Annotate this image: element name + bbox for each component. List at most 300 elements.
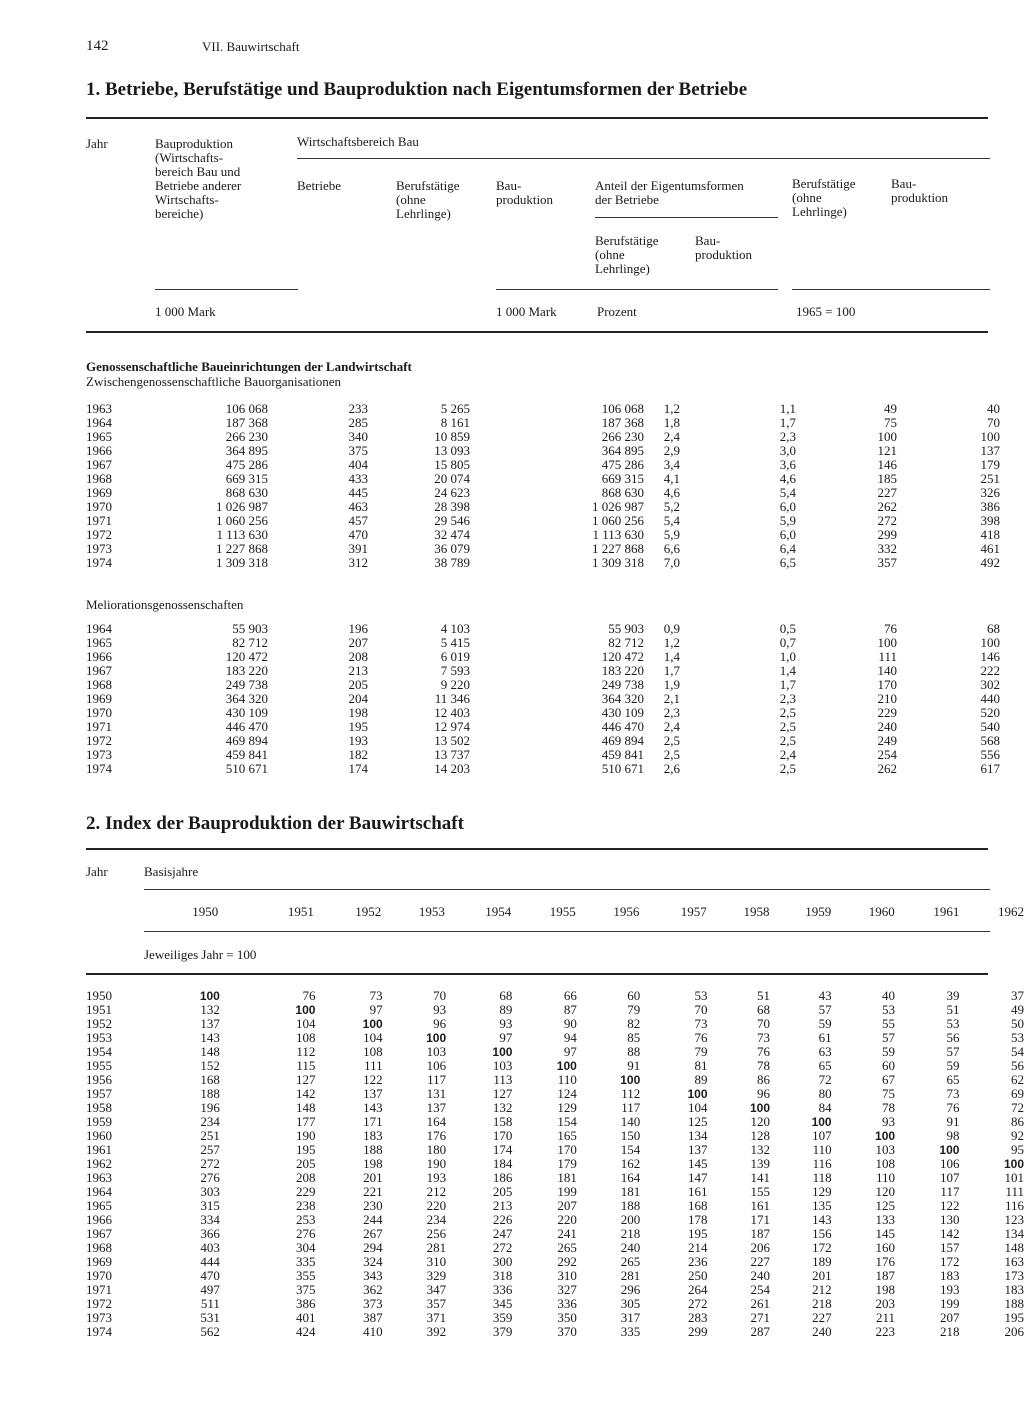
cell-value: 161 [750, 1198, 771, 1213]
cell-value: 116 [1004, 1198, 1024, 1213]
base-year-header: 1962 [998, 904, 1024, 919]
table-row [86, 556, 1000, 570]
cell-value: 6,5 [779, 555, 796, 570]
cell-value: 59 [882, 1044, 896, 1059]
cell-value: 5 415 [440, 635, 470, 650]
cell-value: 112 [621, 1086, 641, 1101]
row-year: 1968 [86, 677, 112, 692]
cell-value: 143 [363, 1100, 383, 1115]
cell-value: 213 [492, 1198, 513, 1213]
group-wirtschaftsbereich: Wirtschaftsbereich Bau [297, 134, 419, 149]
cell-value: 198 [875, 1282, 896, 1297]
cell-value: 120 472 [225, 649, 268, 664]
table-row [86, 706, 1000, 720]
cell-value: 3,6 [779, 457, 796, 472]
cell-value: 140 [620, 1114, 641, 1129]
cell-value: 276 [200, 1170, 220, 1185]
cell-value: 1 309 318 [592, 555, 644, 570]
cell-value: 267 [363, 1226, 383, 1241]
cell-value: 195 [295, 1142, 316, 1157]
cell-value: 247 [492, 1226, 513, 1241]
cell-value: 364 320 [601, 691, 644, 706]
cell-value: 29 546 [434, 513, 470, 528]
cell-value: 113 [493, 1072, 513, 1087]
row-year: 1959 [86, 1114, 112, 1129]
cell-value: 222 [980, 663, 1000, 678]
cell-value: 170 [877, 677, 897, 692]
cell-value: 223 [875, 1324, 896, 1339]
cell-value: 129 [812, 1184, 832, 1199]
cell-value: 249 738 [225, 677, 268, 692]
cell-value: 10 859 [434, 429, 470, 444]
cell-value: 100 [1003, 1157, 1024, 1171]
table-row [86, 1031, 1024, 1045]
cell-value: 1 309 318 [216, 555, 268, 570]
cell-value: 457 [348, 513, 368, 528]
cell-value: 470 [348, 527, 368, 542]
cell-value: 53 [694, 988, 708, 1003]
cell-value: 266 230 [225, 429, 268, 444]
cell-value: 213 [348, 663, 368, 678]
cell-value: 276 [295, 1226, 316, 1241]
cell-value: 94 [563, 1030, 577, 1045]
cell-value: 59 [946, 1058, 960, 1073]
table-row [86, 1157, 1024, 1171]
cell-value: 24 623 [434, 485, 470, 500]
cell-value: 1 227 868 [592, 541, 644, 556]
cell-value: 1 227 868 [216, 541, 268, 556]
cell-value: 9 220 [440, 677, 470, 692]
cell-value: 104 [688, 1100, 708, 1115]
cell-value: 70 [433, 988, 447, 1003]
cell-value: 49 [1011, 1002, 1024, 1017]
cell-value: 264 [688, 1282, 708, 1297]
cell-value: 6,4 [779, 541, 796, 556]
cell-value: 132 [492, 1100, 513, 1115]
cell-value: 445 [348, 485, 368, 500]
cell-value: 100 [556, 1059, 577, 1073]
cell-value: 475 286 [601, 457, 644, 472]
cell-value: 76 [302, 988, 316, 1003]
table-row [86, 664, 1000, 678]
cell-value: 95 [1011, 1142, 1024, 1157]
cell-value: 266 230 [601, 429, 644, 444]
row-year: 1967 [86, 457, 112, 472]
cell-value: 124 [557, 1086, 577, 1101]
cell-value: 283 [688, 1310, 708, 1325]
cell-value: 250 [688, 1268, 708, 1283]
cell-value: 336 [492, 1282, 513, 1297]
cell-value: 97 [563, 1044, 577, 1059]
row-year: 1969 [86, 691, 112, 706]
cell-value: 92 [1011, 1128, 1024, 1143]
cell-value: 305 [620, 1296, 641, 1311]
cell-value: 193 [348, 733, 368, 748]
cell-value: 418 [980, 527, 1000, 542]
cell-value: 125 [875, 1198, 896, 1213]
cell-value: 1,7 [779, 415, 796, 430]
cell-value: 2,3 [779, 691, 796, 706]
cell-value: 118 [812, 1170, 832, 1185]
cell-value: 357 [426, 1296, 447, 1311]
cell-value: 183 [363, 1128, 383, 1143]
table-row [86, 734, 1000, 748]
base-year-header: 1952 [355, 904, 382, 919]
cell-value: 332 [877, 541, 897, 556]
cell-value: 176 [875, 1254, 896, 1269]
cell-value: 108 [295, 1030, 316, 1045]
cell-value: 272 [492, 1240, 513, 1255]
row-year: 1974 [86, 555, 112, 570]
cell-value: 205 [295, 1156, 316, 1171]
base-year-header: 1960 [868, 904, 895, 919]
table1-title: 1. Betriebe, Berufstätige und Bauproduktion nach Eigentumsformen der Betriebe [86, 79, 748, 100]
cell-value: 230 [363, 1198, 383, 1213]
cell-value: 184 [492, 1156, 513, 1171]
cell-value: 373 [363, 1296, 383, 1311]
base-year-header: 1956 [613, 904, 640, 919]
row-year: 1968 [86, 1240, 112, 1255]
cell-value: 51 [757, 988, 771, 1003]
cell-value: 100 [875, 1129, 896, 1143]
cell-value: 142 [939, 1226, 960, 1241]
cell-value: 146 [980, 649, 1000, 664]
cell-value: 187 [750, 1226, 771, 1241]
row-year: 1968 [86, 471, 112, 486]
cell-value: 6,0 [779, 527, 796, 542]
cell-value: 2,5 [779, 719, 796, 734]
cell-value: 100 [877, 635, 897, 650]
table2-title: 2. Index der Bauproduktion der Bauwirtschaft [86, 813, 464, 834]
cell-value: 78 [882, 1100, 896, 1115]
cell-value: 163 [1004, 1254, 1024, 1269]
cell-value: 162 [620, 1156, 641, 1171]
cell-value: 1,7 [663, 663, 680, 678]
cell-value: 350 [557, 1310, 577, 1325]
table-row [86, 636, 1000, 650]
cell-value: 135 [812, 1198, 832, 1213]
cell-value: 5,9 [779, 513, 796, 528]
cell-value: 4,1 [663, 471, 680, 486]
unit-1000-mark: 1 000 Mark [155, 304, 216, 319]
row-year: 1950 [86, 988, 112, 1003]
cell-value: 1,9 [663, 677, 680, 692]
cell-value: 14 203 [434, 761, 470, 776]
cell-value: 112 [296, 1044, 316, 1059]
cell-value: 84 [818, 1100, 832, 1115]
col-bauproduktion: Bauproduktion (Wirtschafts- bereich Bau und Betriebe anderer Wirtschafts- bereiche) [155, 136, 242, 221]
cell-value: 154 [620, 1142, 641, 1157]
cell-value: 116 [812, 1156, 832, 1171]
base-years-header [86, 905, 1024, 919]
cell-value: 281 [620, 1268, 641, 1283]
cell-value: 240 [812, 1324, 832, 1339]
cell-value: 1,2 [663, 635, 680, 650]
cell-value: 172 [939, 1254, 960, 1269]
cell-value: 206 [1004, 1324, 1024, 1339]
cell-value: 201 [812, 1268, 832, 1283]
cell-value: 226 [492, 1212, 513, 1227]
cell-value: 303 [200, 1184, 220, 1199]
cell-value: 540 [980, 719, 1000, 734]
cell-value: 140 [877, 663, 897, 678]
cell-value: 152 [200, 1058, 220, 1073]
cell-value: 82 712 [608, 635, 644, 650]
cell-value: 391 [348, 541, 368, 556]
cell-value: 229 [295, 1184, 316, 1199]
cell-value: 236 [688, 1254, 708, 1269]
cell-value: 106 068 [601, 401, 644, 416]
cell-value: 312 [348, 555, 368, 570]
table-row [86, 416, 1000, 430]
row-year: 1964 [86, 1184, 112, 1199]
cell-value: 171 [750, 1212, 771, 1227]
cell-value: 142 [295, 1086, 316, 1101]
table-row [86, 1101, 1024, 1115]
cell-value: 188 [620, 1198, 641, 1213]
cell-value: 174 [348, 761, 368, 776]
cell-value: 1 060 256 [592, 513, 644, 528]
cell-value: 75 [884, 415, 897, 430]
cell-value: 55 903 [232, 621, 268, 636]
cell-value: 168 [688, 1198, 708, 1213]
cell-value: 2,5 [779, 733, 796, 748]
cell-value: 146 [877, 457, 897, 472]
table-row [86, 402, 1000, 416]
cell-value: 188 [200, 1086, 220, 1101]
cell-value: 0,5 [779, 621, 796, 636]
row-year: 1963 [86, 401, 112, 416]
section1-table [86, 402, 1000, 570]
col-bauproduktion-2: Bau- produktion [496, 178, 554, 207]
cell-value: 310 [426, 1254, 447, 1269]
table-row [86, 720, 1000, 734]
table-row [86, 1143, 1024, 1157]
row-year: 1956 [86, 1072, 112, 1087]
cell-value: 100 [620, 1073, 641, 1087]
cell-value: 137 [980, 443, 1000, 458]
base-year-header: 1959 [805, 904, 832, 919]
group-basisjahre: Basisjahre [144, 864, 199, 879]
cell-value: 70 [987, 415, 1000, 430]
cell-value: 234 [426, 1212, 447, 1227]
cell-value: 55 [882, 1016, 896, 1031]
cell-value: 173 [1004, 1268, 1024, 1283]
cell-value: 6 019 [440, 649, 470, 664]
col-berufstaetige-index: Berufstätige (ohne Lehrlinge) [792, 176, 856, 219]
cell-value: 183 [939, 1268, 960, 1283]
cell-value: 122 [939, 1198, 960, 1213]
cell-value: 130 [939, 1212, 960, 1227]
cell-value: 100 [980, 429, 1000, 444]
cell-value: 55 903 [608, 621, 644, 636]
table-row [86, 1171, 1024, 1185]
cell-value: 366 [200, 1226, 220, 1241]
cell-value: 265 [620, 1254, 641, 1269]
cell-value: 214 [688, 1240, 708, 1255]
row-year: 1974 [86, 1324, 112, 1339]
row-year: 1966 [86, 443, 112, 458]
cell-value: 66 [563, 988, 577, 1003]
cell-value: 179 [557, 1156, 577, 1171]
cell-value: 32 474 [434, 527, 470, 542]
cell-value: 104 [295, 1016, 316, 1031]
cell-value: 212 [812, 1282, 832, 1297]
cell-value: 107 [812, 1128, 832, 1143]
row-year: 1953 [86, 1030, 112, 1045]
cell-value: 1,7 [779, 677, 796, 692]
cell-value: 359 [492, 1310, 513, 1325]
cell-value: 1 113 630 [216, 527, 268, 542]
cell-value: 410 [363, 1324, 383, 1339]
table-row [86, 1227, 1024, 1241]
cell-value: 100 [362, 1017, 383, 1031]
cell-value: 254 [750, 1282, 771, 1297]
cell-value: 183 [1004, 1282, 1024, 1297]
cell-value: 2,5 [663, 733, 680, 748]
row-year: 1973 [86, 541, 112, 556]
base-year-header: 1950 [192, 904, 219, 919]
cell-value: 182 [348, 747, 368, 762]
cell-value: 302 [980, 677, 1000, 692]
cell-value: 100 [426, 1031, 447, 1045]
col-berufstaetige: Berufstätige (ohne Lehrlinge) [396, 178, 460, 221]
cell-value: 272 [688, 1296, 708, 1311]
cell-value: 155 [750, 1184, 771, 1199]
cell-value: 88 [627, 1044, 641, 1059]
row-year: 1973 [86, 1310, 112, 1325]
cell-value: 251 [200, 1128, 220, 1143]
cell-value: 262 [877, 761, 897, 776]
cell-value: 72 [1011, 1100, 1024, 1115]
cell-value: 218 [939, 1324, 960, 1339]
unit-rule-a [155, 289, 298, 290]
cell-value: 154 [557, 1114, 577, 1129]
cell-value: 326 [980, 485, 1000, 500]
cell-value: 111 [364, 1058, 383, 1073]
cell-value: 199 [939, 1296, 960, 1311]
section2-title: Meliorationsgenossenschaften [86, 597, 244, 612]
unit-rule-b [496, 289, 778, 290]
cell-value: 240 [620, 1240, 641, 1255]
cell-value: 97 [369, 1002, 383, 1017]
cell-value: 272 [200, 1156, 220, 1171]
table-row [86, 472, 1000, 486]
cell-value: 56 [946, 1030, 960, 1045]
cell-value: 430 109 [225, 705, 268, 720]
cell-value: 93 [882, 1114, 896, 1129]
cell-value: 76 [884, 621, 897, 636]
basisjahre-rule [144, 889, 990, 890]
cell-value: 1,8 [663, 415, 680, 430]
cell-value: 371 [426, 1310, 447, 1325]
cell-value: 171 [363, 1114, 383, 1129]
table2-top-rule [86, 848, 988, 850]
cell-value: 158 [492, 1114, 513, 1129]
unit-rule-top [144, 931, 990, 932]
cell-value: 362 [363, 1282, 383, 1297]
cell-value: 347 [426, 1282, 447, 1297]
cell-value: 161 [688, 1184, 708, 1199]
cell-value: 100 [939, 1143, 960, 1157]
cell-value: 137 [688, 1142, 708, 1157]
cell-value: 1,0 [779, 649, 796, 664]
cell-value: 36 079 [434, 541, 470, 556]
table1-top-rule [86, 117, 988, 119]
cell-value: 240 [877, 719, 897, 734]
cell-value: 2,3 [663, 705, 680, 720]
cell-value: 106 [939, 1156, 960, 1171]
cell-value: 121 [877, 443, 897, 458]
cell-value: 398 [980, 513, 1000, 528]
col-bauproduktion-anteil: Bau- produktion [695, 233, 753, 262]
row-year: 1967 [86, 1226, 112, 1241]
cell-value: 183 220 [601, 663, 644, 678]
cell-value: 299 [688, 1324, 708, 1339]
cell-value: 617 [980, 761, 1000, 776]
cell-value: 5,4 [779, 485, 796, 500]
cell-value: 12 403 [434, 705, 470, 720]
cell-value: 0,9 [663, 621, 680, 636]
cell-value: 134 [1004, 1226, 1024, 1241]
cell-value: 299 [877, 527, 897, 542]
cell-value: 334 [200, 1212, 220, 1227]
cell-value: 63 [818, 1044, 832, 1059]
cell-value: 324 [363, 1254, 383, 1269]
cell-value: 461 [980, 541, 1000, 556]
row-year: 1952 [86, 1016, 112, 1031]
cell-value: 304 [295, 1240, 316, 1255]
cell-value: 106 [426, 1058, 447, 1073]
group-anteil: Anteil der Eigentumsformen der Betriebe [595, 178, 744, 207]
cell-value: 53 [1011, 1030, 1024, 1045]
cell-value: 127 [295, 1072, 316, 1087]
cell-value: 179 [980, 457, 1000, 472]
cell-value: 5,2 [663, 499, 680, 514]
index-table [86, 989, 1024, 1339]
cell-value: 198 [348, 705, 368, 720]
cell-value: 132 [200, 1002, 220, 1017]
cell-value: 73 [946, 1086, 960, 1101]
cell-value: 511 [200, 1296, 220, 1311]
cell-value: 53 [946, 1016, 960, 1031]
cell-value: 345 [492, 1296, 513, 1311]
cell-value: 210 [877, 691, 897, 706]
cell-value: 93 [499, 1016, 513, 1031]
table-row [86, 692, 1000, 706]
cell-value: 89 [499, 1002, 513, 1017]
cell-value: 137 [363, 1086, 383, 1101]
cell-value: 80 [818, 1086, 832, 1101]
cell-value: 1,2 [663, 401, 680, 416]
cell-value: 68 [987, 621, 1000, 636]
cell-value: 164 [426, 1114, 447, 1129]
cell-value: 111 [878, 649, 897, 664]
cell-value: 156 [812, 1226, 832, 1241]
cell-value: 343 [363, 1268, 383, 1283]
cell-value: 386 [295, 1296, 316, 1311]
cell-value: 195 [348, 719, 368, 734]
cell-value: 69 [1011, 1086, 1024, 1101]
cell-value: 403 [200, 1240, 220, 1255]
cell-value: 108 [363, 1044, 383, 1059]
cell-value: 195 [688, 1226, 708, 1241]
cell-value: 115 [296, 1058, 316, 1073]
row-year: 1971 [86, 719, 112, 734]
cell-value: 65 [818, 1058, 832, 1073]
cell-value: 79 [694, 1044, 708, 1059]
cell-value: 127 [492, 1086, 513, 1101]
